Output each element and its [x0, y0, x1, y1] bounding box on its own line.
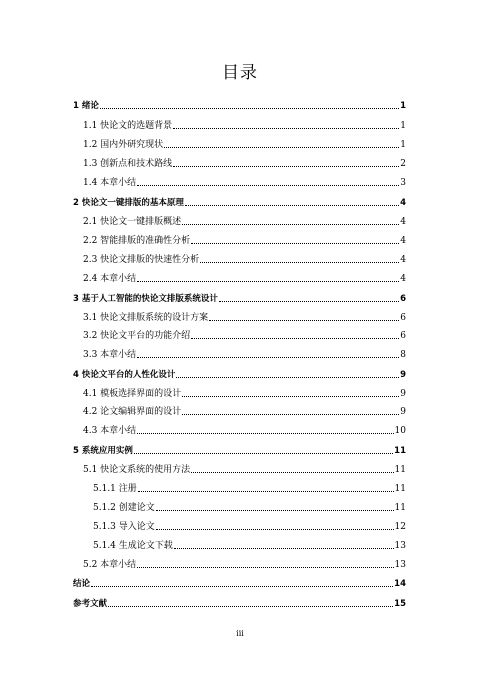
toc-entry-title: 2.3 快论文排版的快速性分析: [83, 255, 200, 265]
toc-leader-dots: [137, 357, 399, 358]
toc-leader-dots: [173, 166, 399, 167]
toc-entry-title: 2 快论文一键排版的基本原理: [73, 198, 184, 208]
toc-entry-page: 1: [400, 140, 406, 150]
toc-entry[interactable]: [93, 538, 406, 552]
toc-entry-page: 11: [394, 503, 406, 513]
toc-entry-page: 4: [400, 217, 406, 227]
toc-entry[interactable]: [83, 462, 406, 476]
toc-entry-title: 1.4 本章小结: [83, 178, 137, 188]
toc-leader-dots: [191, 338, 399, 339]
toc-entry[interactable]: [83, 328, 406, 342]
toc-entry-page: 3: [400, 178, 406, 188]
toc-entry-title: 3 基于人工智能的快论文排版系统设计: [73, 294, 218, 304]
toc-entry-page: 4: [400, 274, 406, 284]
toc-leader-dots: [182, 414, 399, 415]
toc-entry-page: 11: [394, 484, 406, 494]
toc-entry[interactable]: [83, 557, 406, 571]
toc-entry-page: 12: [394, 522, 406, 532]
toc-entry-page: 4: [400, 198, 406, 208]
toc-entry-page: 9: [400, 389, 406, 399]
toc-entry-page: 11: [394, 446, 406, 456]
toc-entry-page: 2: [400, 159, 406, 169]
toc-entry-title: 4 快论文平台的人性化设计: [73, 370, 176, 380]
toc-entry-title: 结论: [73, 579, 91, 589]
toc-entry-title: 4.3 本章小结: [83, 426, 137, 436]
toc-entry[interactable]: [83, 118, 406, 132]
toc-entry-title: 5.1.1 注册: [93, 484, 137, 494]
toc-leader-dots: [137, 567, 393, 568]
toc-entry-title: 1 绪论: [73, 101, 99, 111]
toc-entry-title: 1.2 国内外研究现状: [83, 140, 164, 150]
toc-entry-page: 8: [400, 350, 406, 360]
toc-entry[interactable]: [83, 137, 406, 151]
toc-entry[interactable]: [73, 367, 406, 381]
toc-entry[interactable]: [83, 423, 406, 437]
toc-entry-title: 1.1 快论文的选题背景: [83, 121, 173, 131]
toc-entry-title: 5.1.2 创建论文: [93, 503, 155, 513]
toc-entry[interactable]: [83, 386, 406, 400]
toc-entry[interactable]: [83, 156, 406, 170]
toc-entry-title: 4.2 论文编辑界面的设计: [83, 407, 182, 417]
toc-entry-title: 5.1.4 生成论文下载: [93, 541, 173, 551]
toc-entry[interactable]: [83, 233, 406, 247]
toc-leader-dots: [185, 205, 399, 206]
toc-entry-title: 5.1 快论文系统的使用方法: [83, 465, 191, 475]
toc-entry[interactable]: [93, 500, 406, 514]
toc-entry-page: 14: [394, 579, 406, 589]
toc-entry-page: 11: [394, 465, 406, 475]
toc-entry-page: 6: [400, 294, 406, 304]
toc-leader-dots: [209, 320, 399, 321]
toc-entry-title: 3.1 快论文排版系统的设计方案: [83, 313, 209, 323]
toc-entry-page: 13: [394, 541, 406, 551]
toc-entry[interactable]: [93, 481, 406, 495]
page-number: iii: [236, 629, 244, 638]
toc-leader-dots: [100, 108, 399, 109]
toc-leader-dots: [219, 301, 399, 302]
toc-entry-title: 1.3 创新点和技术路线: [83, 159, 173, 169]
toc-entry[interactable]: [83, 175, 406, 189]
toc-entry[interactable]: [73, 291, 406, 305]
toc-entry-title: 3.2 快论文平台的功能介绍: [83, 331, 191, 341]
toc-leader-dots: [108, 606, 393, 607]
toc-entry-page: 9: [400, 407, 406, 417]
toc-leader-dots: [164, 147, 399, 148]
toc-leader-dots: [156, 529, 394, 530]
toc-leader-dots: [174, 548, 394, 549]
toc-entry-title: 2.1 快论文一键排版概述: [83, 217, 182, 227]
toc-entry[interactable]: [83, 310, 406, 324]
toc-entry-page: 6: [400, 313, 406, 323]
toc-entry-page: 1: [400, 101, 406, 111]
toc-leader-dots: [182, 224, 399, 225]
toc-leader-dots: [156, 510, 394, 511]
toc-leader-dots: [138, 491, 394, 492]
toc-entry-page: 1: [400, 121, 406, 131]
toc-entry[interactable]: [83, 404, 406, 418]
toc-entry-title: 4.1 模板选择界面的设计: [83, 389, 182, 399]
toc-leader-dots: [173, 128, 399, 129]
toc-entry-title: 5.1.3 导入论文: [93, 522, 155, 532]
toc-entry-page: 4: [400, 255, 406, 265]
toc-entry[interactable]: [73, 596, 406, 610]
toc-entry[interactable]: [73, 98, 406, 112]
page-title: 目录: [222, 63, 258, 83]
toc-entry[interactable]: [73, 195, 406, 209]
toc-entry[interactable]: [83, 347, 406, 361]
toc-entry-title: 5.2 本章小结: [83, 560, 137, 570]
toc-entry-page: 6: [400, 331, 406, 341]
toc-entry-page: 15: [394, 599, 406, 609]
toc-entry[interactable]: [83, 271, 406, 285]
toc-leader-dots: [176, 377, 399, 378]
toc-leader-dots: [137, 281, 399, 282]
toc-leader-dots: [134, 453, 393, 454]
toc-entry[interactable]: [73, 576, 406, 590]
toc-entry[interactable]: [73, 443, 406, 457]
toc-entry-page: 9: [400, 370, 406, 380]
toc-leader-dots: [182, 396, 399, 397]
toc-leader-dots: [191, 472, 393, 473]
toc-leader-dots: [137, 433, 393, 434]
toc-entry-title: 2.4 本章小结: [83, 274, 137, 284]
toc-leader-dots: [137, 185, 399, 186]
toc-entry-page: 4: [400, 236, 406, 246]
toc-leader-dots: [200, 262, 399, 263]
toc-entry-title: 参考文献: [73, 599, 108, 609]
toc-entry[interactable]: [83, 252, 406, 266]
toc-leader-dots: [191, 243, 399, 244]
toc-leader-dots: [91, 586, 393, 587]
toc-entry-title: 2.2 智能排版的准确性分析: [83, 236, 191, 246]
toc-entry-page: 13: [394, 560, 406, 570]
toc-entry-title: 3.3 本章小结: [83, 350, 137, 360]
toc-entry[interactable]: [83, 214, 406, 228]
toc-entry-page: 10: [394, 426, 406, 436]
toc-entry-title: 5 系统应用实例: [73, 446, 133, 456]
toc-entry[interactable]: [93, 519, 406, 533]
